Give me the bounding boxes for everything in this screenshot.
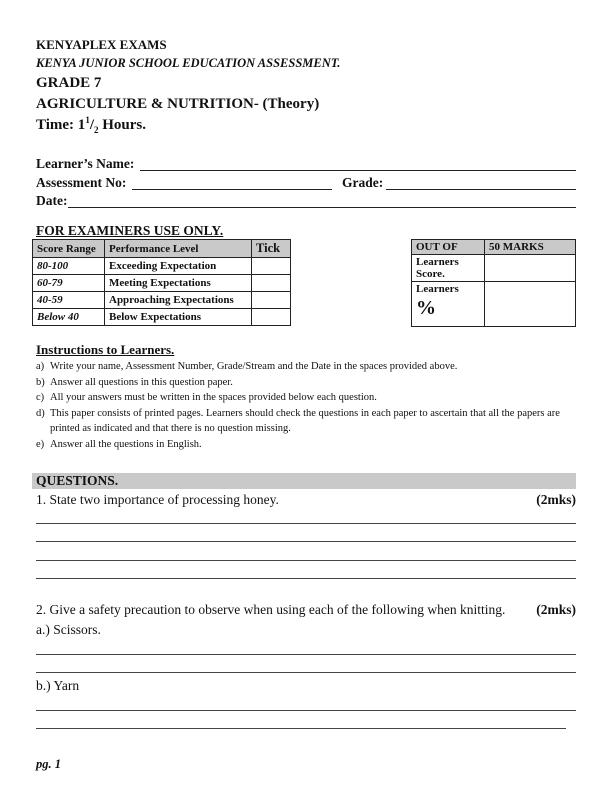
marks-table [411, 239, 576, 327]
col-performance-level: Performance Level [105, 240, 252, 258]
list-item: a) Write your name, Assessment Number, Grade/Stream and the Date in the spaces provided above. [36, 361, 458, 372]
score-range: 80-100 [33, 258, 105, 275]
answer-line[interactable] [36, 564, 576, 579]
list-item: d) This paper consists of printed pages. Learners should check the questions in each paper to ascertain that all the papers are printed as indicated and that there is no question missing. [36, 407, 560, 434]
table-row [33, 258, 291, 275]
time-allowed: Time: $1^1/_2$ Hours. [36, 115, 146, 135]
question-2: 2. Give a safety precaution to observe when using each of the following when knitting. [36, 602, 506, 617]
total-marks: 50 MARKS [485, 240, 576, 255]
instructions-list [36, 359, 576, 452]
list-item: c) All your answers must be written in the spaces provided below each question. [36, 392, 377, 403]
learner-name-label: Learner’s Name: [36, 156, 135, 171]
col-tick: Tick [252, 240, 291, 258]
col-score-range: Score Range [33, 240, 105, 258]
table-row [33, 292, 291, 309]
date-field[interactable] [68, 193, 576, 208]
tick-cell[interactable] [252, 275, 291, 292]
performance-level: Approaching Expectations [105, 292, 252, 309]
table-row [33, 309, 291, 326]
performance-level: Below Expectations [105, 309, 252, 326]
answer-line[interactable] [36, 546, 576, 561]
learner-percent-cell[interactable] [485, 282, 576, 327]
answer-line[interactable] [36, 658, 576, 673]
learner-score-label: Learners Score. [412, 255, 485, 282]
answer-line[interactable] [36, 509, 576, 524]
answer-line[interactable] [36, 714, 566, 729]
table-row [33, 275, 291, 292]
question-1-marks: (2mks) [536, 492, 576, 507]
grade-title: GRADE 7 [36, 75, 102, 91]
tick-cell[interactable] [252, 292, 291, 309]
assessment-no-label: Assessment No: [36, 175, 127, 190]
percent-symbol: % [416, 297, 436, 319]
score-range: 60-79 [33, 275, 105, 292]
date-label: Date: [36, 193, 68, 208]
answer-line[interactable] [36, 696, 576, 711]
examiners-heading: FOR EXAMINERS USE ONLY. [36, 223, 224, 238]
tick-cell[interactable] [252, 309, 291, 326]
grade-label: Grade: [342, 175, 384, 190]
exam-body-title: KENYAPLEX EXAMS [36, 37, 167, 52]
learner-score-cell[interactable] [485, 255, 576, 282]
tick-cell[interactable] [252, 258, 291, 275]
questions-heading: QUESTIONS. [32, 473, 576, 489]
list-item: e) Answer all the questions in English. [36, 438, 202, 450]
learner-percent-label: Learners % [412, 282, 485, 327]
score-range: 40-59 [33, 292, 105, 309]
subject-title: AGRICULTURE & NUTRITION- (Theory) [36, 96, 320, 112]
performance-level: Meeting Expectations [105, 275, 252, 292]
question-2b: b.) Yarn [36, 678, 80, 693]
list-item: b) Answer all questions in this question paper. [36, 376, 233, 388]
assessment-no-field[interactable] [132, 175, 332, 190]
instructions-heading: Instructions to Learners. [36, 342, 175, 357]
grade-field[interactable] [386, 175, 576, 190]
assessment-title: KENYA JUNIOR SCHOOL EDUCATION ASSESSMENT. [36, 56, 341, 70]
question-1: 1. State two importance of processing honey. [36, 492, 279, 507]
performance-level: Exceeding Expectation [105, 258, 252, 275]
answer-line[interactable] [36, 527, 576, 542]
score-range: Below 40 [33, 309, 105, 326]
answer-line[interactable] [36, 640, 576, 655]
learner-name-field[interactable] [140, 156, 576, 171]
performance-table [32, 239, 291, 326]
out-of-label: OUT OF [412, 240, 485, 255]
page-number: pg. 1 [36, 757, 61, 771]
question-2-marks: (2mks) [536, 602, 576, 617]
question-2a: a.) Scissors. [36, 622, 101, 637]
